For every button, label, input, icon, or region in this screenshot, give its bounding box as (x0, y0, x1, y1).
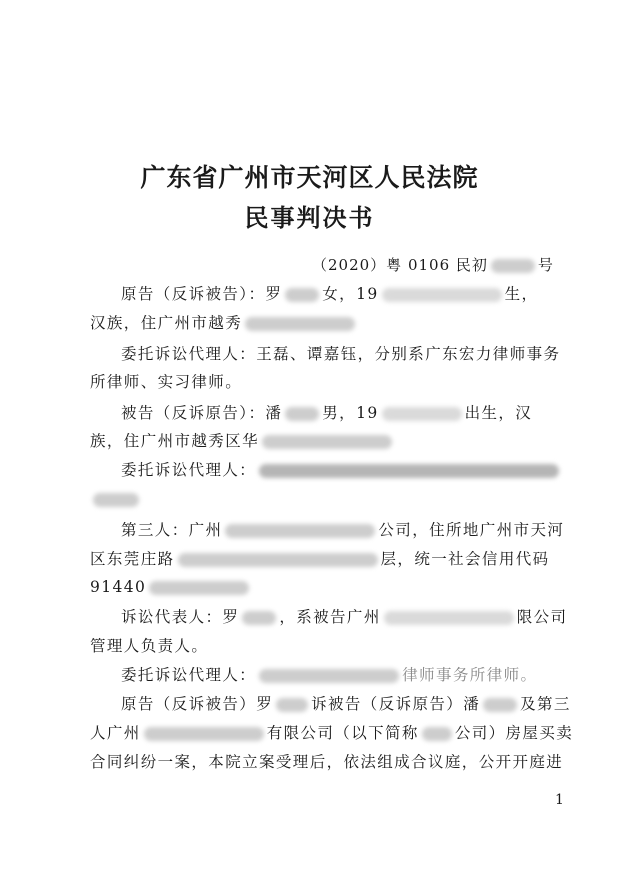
redaction (144, 727, 264, 741)
redaction (149, 581, 249, 595)
text-line (121, 403, 532, 423)
case-number (312, 254, 554, 275)
page-number: 1 (555, 792, 564, 808)
case-number-prefix: （2020）粤 0106 民初 (312, 256, 488, 274)
text-span: 公司）房屋买卖 (454, 724, 574, 742)
redaction (491, 259, 535, 273)
text-span: 诉被告（反诉原告）潘 (311, 695, 481, 713)
text-line (90, 431, 395, 451)
redaction (285, 288, 319, 302)
text-span: 男，19 (322, 404, 379, 422)
redaction (262, 435, 392, 449)
redaction (276, 698, 308, 712)
text-span: 委托诉讼代理人： (121, 666, 257, 684)
text-span: ，系被告广州 (279, 608, 381, 626)
text-span: 及第三 (520, 695, 571, 713)
text-line (121, 665, 537, 685)
text-line (121, 284, 538, 304)
redaction (225, 524, 375, 538)
court-name: 广东省广州市天河区人民法院 (140, 163, 479, 192)
text-span: 原告（反诉被告）：罗 (121, 285, 283, 303)
text-line (90, 313, 358, 333)
text-line (121, 694, 571, 714)
redaction (242, 611, 276, 625)
text-span: 人广州 (90, 724, 141, 742)
redaction (245, 317, 355, 331)
text-line (90, 636, 208, 656)
redaction (483, 698, 517, 712)
text-span: 出生，汉 (464, 404, 533, 422)
text-span: 诉讼代表人：罗 (121, 608, 240, 626)
text-line (121, 607, 567, 627)
redaction (382, 407, 462, 421)
text-line (90, 752, 563, 772)
text-line (121, 520, 564, 540)
redaction (422, 727, 452, 741)
text-line (90, 577, 252, 597)
text-span: 区东莞庄路 (90, 550, 175, 568)
text-line (121, 344, 560, 364)
text-span: 第三人：广州 (121, 521, 223, 539)
text-span: 有限公司（以下简称 (266, 724, 419, 742)
text-line (90, 372, 242, 392)
text-span: 限公司 (516, 608, 568, 626)
text-span: 91440 (90, 578, 147, 596)
text-span: 层，统一社会信用代码 (380, 550, 550, 568)
redaction (259, 464, 559, 478)
text-span: 公司，住所地广州市天河 (378, 521, 565, 539)
redaction (384, 611, 514, 625)
text-span: 女，19 (322, 285, 379, 303)
redaction (285, 407, 319, 421)
document-type: 民事判决书 (244, 203, 375, 232)
redaction (259, 669, 399, 683)
text-span: 原告（反诉被告）罗 (121, 695, 274, 713)
text-span: 委托诉讼代理人： (121, 461, 257, 479)
redaction (93, 493, 139, 507)
text-span: 委托诉讼代理人：王磊、谭嘉钰，分别系广东宏力律师事务 (121, 345, 561, 363)
text-span: 被告（反诉原告）：潘 (121, 404, 283, 422)
text-span: 生， (504, 285, 539, 303)
redaction (178, 553, 378, 567)
text-span: 合同纠纷一案，本院立案受理后，依法组成合议庭，公开开庭进 (90, 753, 564, 771)
text-line (121, 460, 562, 480)
text-line (90, 489, 142, 509)
text-span: 律师事务所律师。 (402, 666, 538, 684)
text-span: 汉族，住广州市越秀 (90, 314, 243, 332)
text-span: 管理人负责人。 (90, 637, 209, 655)
redaction (382, 288, 502, 302)
text-line (90, 723, 573, 743)
text-span: 所律师、实习律师。 (90, 373, 243, 391)
text-line (90, 549, 550, 569)
case-number-suffix: 号 (537, 256, 554, 274)
text-span: 族，住广州市越秀区华 (90, 432, 260, 450)
